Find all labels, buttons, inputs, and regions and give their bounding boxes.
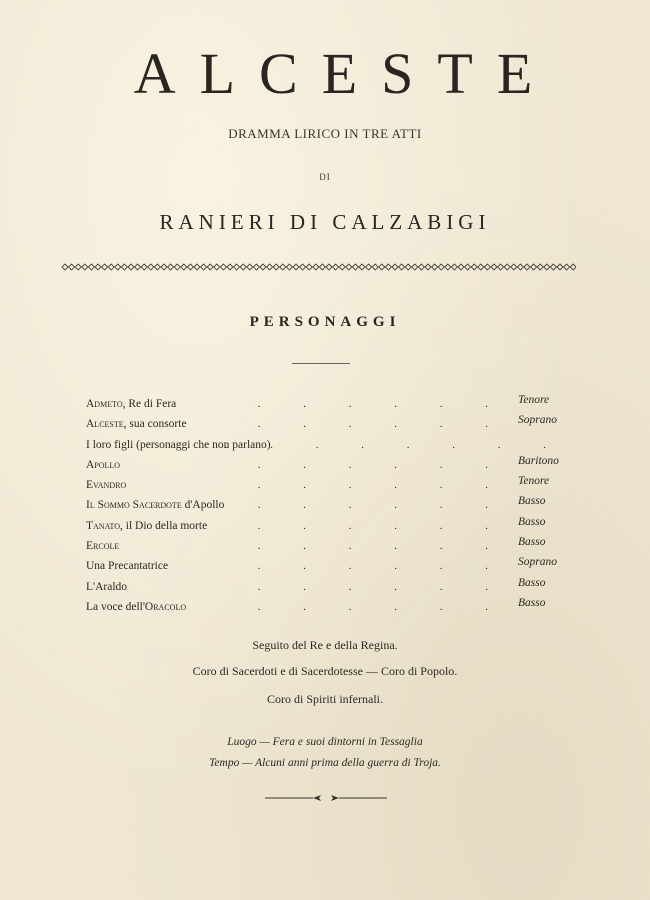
cast-row: [86, 536, 566, 556]
character-name: La voce dell'Oracolo: [86, 600, 187, 613]
place-line: Luogo — Fera e suoi dintorni in Tessaglia: [227, 736, 423, 748]
voice-type: Basso: [518, 596, 546, 609]
cast-list: [86, 394, 566, 617]
voice-type: Baritono: [518, 454, 559, 467]
leader-dots: . . . . . .: [257, 519, 508, 532]
leader-dots: . . . . . .: [257, 418, 508, 431]
cast-row: [86, 394, 566, 414]
cast-row: [86, 475, 566, 495]
character-name: I loro figli (personaggi che non parlano): [86, 438, 271, 451]
author-name: RANIERI DI CALZABIGI: [159, 210, 491, 234]
leader-dots: . . . . . .: [257, 600, 508, 613]
cast-row: [86, 455, 566, 475]
cast-heading: PERSONAGGI: [249, 314, 401, 330]
character-name: Una Precantatrice: [86, 560, 169, 573]
voice-type: Basso: [518, 536, 546, 549]
voice-type: Basso: [518, 515, 546, 528]
character-name: Tanato, il Dio della morte: [86, 519, 208, 532]
leader-dots: . . . . . .: [257, 398, 508, 410]
cast-row: [86, 414, 566, 434]
leader-dots: . . . . . .: [257, 499, 508, 512]
voice-type: Basso: [518, 495, 546, 508]
voice-type: Basso: [518, 576, 546, 589]
voice-type: Tenore: [518, 475, 550, 488]
character-name: Il Sommo Sacerdote d'Apollo: [86, 499, 225, 512]
leader-dots: . . . . . .: [257, 560, 508, 573]
leader-dots: . . . . . .: [257, 479, 508, 492]
character-name: Apollo: [86, 458, 121, 471]
time-line: Tempo — Alcuni anni prima della guerra di Troja.: [209, 757, 441, 769]
chorus-line-3: Coro di Spiriti infernali.: [267, 692, 383, 706]
cast-row: [86, 435, 566, 455]
cast-row: [86, 597, 566, 617]
leader-dots: . . . . . . . .: [224, 438, 566, 451]
by-label: DI: [319, 172, 331, 182]
end-ornament: [265, 792, 387, 804]
leader-dots: . . . . . .: [257, 580, 508, 593]
voice-type: Soprano: [518, 556, 557, 569]
opera-title: ALCESTE: [133, 41, 557, 106]
chorus-line-1: Seguito del Re e della Regina.: [252, 638, 398, 652]
chorus-line-2: Coro di Sacerdoti e di Sacerdotesse — Coro di Popolo.: [192, 664, 458, 678]
character-name: Admeto, Re di Fera: [86, 398, 177, 410]
character-name: Alceste, sua consorte: [86, 418, 187, 431]
ornamental-divider: [60, 261, 576, 273]
cast-row: [86, 556, 566, 576]
voice-type: Soprano: [518, 414, 557, 427]
voice-type: Tenore: [518, 394, 550, 406]
cast-row: [86, 577, 566, 597]
heading-rule: [292, 363, 350, 364]
opera-subtitle: DRAMMA LIRICO IN TRE ATTI: [228, 126, 422, 141]
character-name: Evandro: [86, 479, 127, 492]
character-name: Ercole: [86, 540, 120, 553]
character-name: L'Araldo: [86, 580, 128, 593]
cast-row: [86, 516, 566, 536]
cast-row: [86, 495, 566, 515]
leader-dots: . . . . . .: [257, 458, 508, 471]
leader-dots: . . . . . .: [257, 540, 508, 553]
